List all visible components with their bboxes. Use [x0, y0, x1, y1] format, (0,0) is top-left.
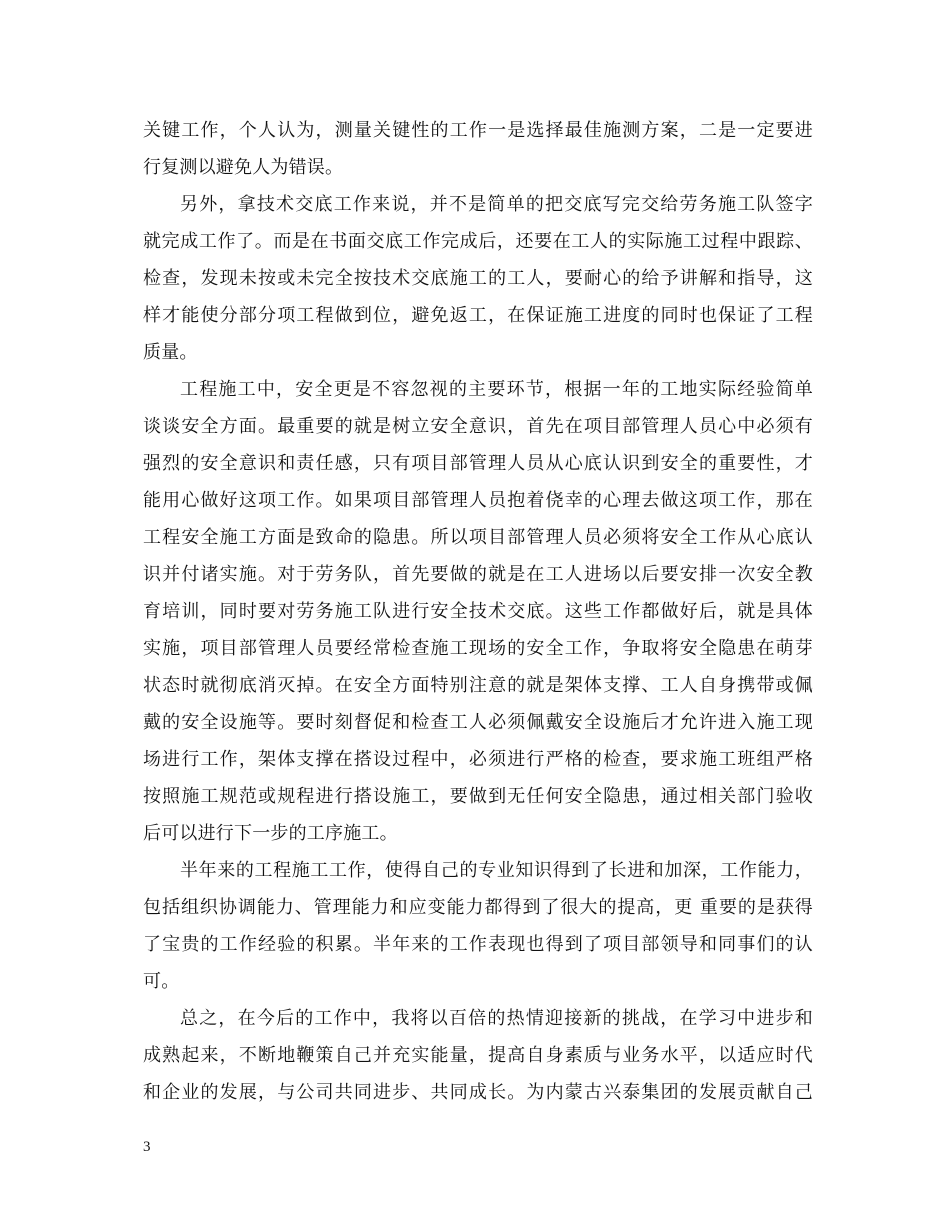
text-line: 工程施工中，安全更是不容忽视的主要环节，根据一年的工地实际经验简单 [180, 379, 813, 400]
text-line: 了宝贵的工作经验的积累。半年来的工作表现也得到了项目部领导和同事们的认 [143, 934, 813, 955]
document-body [143, 112, 813, 1111]
text-line: 样才能使分部分项工程做到位，避免返工，在保证施工进度的同时也保证了工程 [143, 305, 813, 326]
text-line: 行复测以避免人为错误。 [143, 157, 344, 178]
text-line: 识并付诸实施。对于劳务队，首先要做的就是在工人进场以后要安排一次安全教 [143, 564, 813, 585]
text-line: 状态时就彻底消灭掉。在安全方面特别注意的就是架体支撑、工人自身携带或佩 [143, 675, 813, 696]
text-line: 场进行工作，架体支撑在搭设过程中，必须进行严格的检查，要求施工班组严格 [143, 749, 813, 770]
text-line: 质量。 [143, 342, 198, 363]
text-line: 实施，项目部管理人员要经常检查施工现场的安全工作，争取将安全隐患在萌芽 [143, 638, 813, 659]
text-line: 检查，发现未按或未完全按技术交底施工的工人，要耐心的给予讲解和指导，这 [143, 268, 813, 289]
text-line: 强烈的安全意识和责任感，只有项目部管理人员从心底认识到安全的重要性，才 [143, 453, 813, 474]
text-line: 可。 [143, 971, 180, 992]
text-line: 后可以进行下一步的工序施工。 [143, 823, 398, 844]
text-line: 包括组织协调能力、管理能力和应变能力都得到了很大的提高，更 重要的是获得 [143, 897, 813, 918]
text-line: 谈谈安全方面。最重要的就是树立安全意识，首先在项目部管理人员心中必须有 [143, 416, 813, 437]
text-line: 半年来的工程施工工作，使得自己的专业知识得到了长进和加深，工作能力， [180, 860, 813, 881]
text-line: 关键工作，个人认为，测量关键性的工作一是选择最佳施测方案，二是一定要进 [143, 120, 813, 141]
text-line: 另外，拿技术交底工作来说，并不是简单的把交底写完交给劳务施工队签字 [180, 194, 813, 215]
text-line: 工程安全施工方面是致命的隐患。所以项目部管理人员必须将安全工作从心底认 [143, 527, 813, 548]
text-line: 成熟起来，不断地鞭策自己并充实能量，提高自身素质与业务水平，以适应时代 [143, 1045, 813, 1066]
text-line: 就完成工作了。而是在书面交底工作完成后，还要在工人的实际施工过程中跟踪、 [143, 231, 813, 252]
text-line: 戴的安全设施等。要时刻督促和检查工人必须佩戴安全设施后才允许进入施工现 [143, 712, 813, 733]
text-line: 和企业的发展，与公司共同进步、共同成长。为内蒙古兴泰集团的发展贡献自己 [143, 1082, 813, 1103]
text-line: 能用心做好这项工作。如果项目部管理人员抱着侥幸的心理去做这项工作，那在 [143, 490, 813, 511]
text-line: 育培训，同时要对劳务施工队进行安全技术交底。这些工作都做好后，就是具体 [143, 601, 813, 622]
page-number: 3 [143, 1139, 151, 1155]
text-line: 总之，在今后的工作中，我将以百倍的热情迎接新的挑战，在学习中进步和 [180, 1008, 813, 1029]
text-line: 按照施工规范或规程进行搭设施工，要做到无任何安全隐患，通过相关部门验收 [143, 786, 813, 807]
